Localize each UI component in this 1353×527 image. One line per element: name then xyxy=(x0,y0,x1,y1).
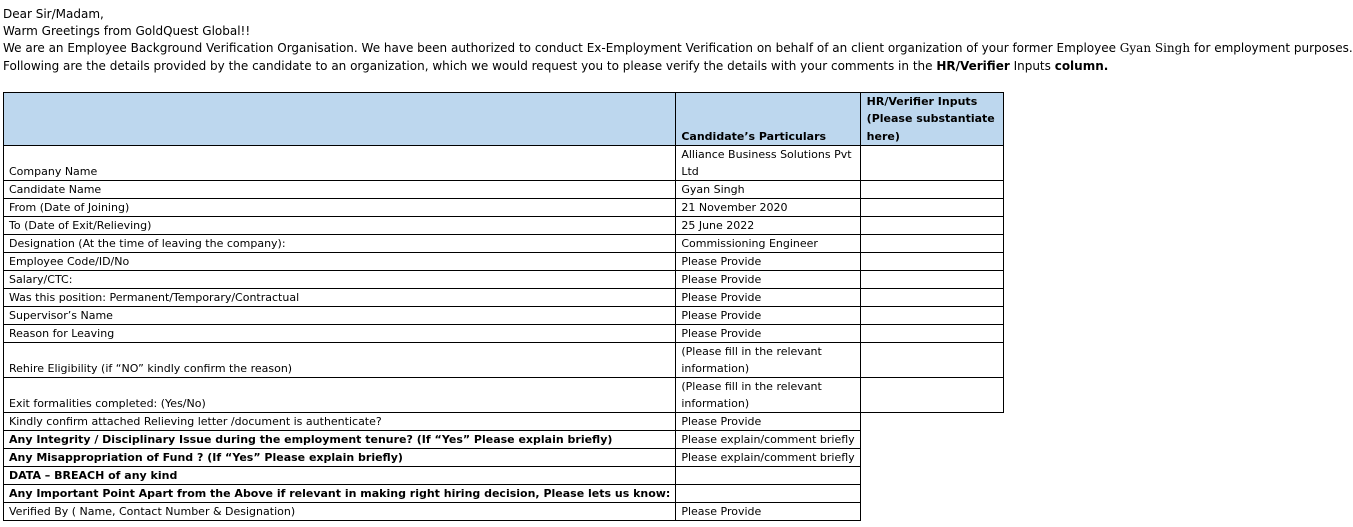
table-row xyxy=(4,431,1004,449)
header-blank xyxy=(4,93,676,146)
row-spacer xyxy=(860,503,1003,521)
row-value[interactable] xyxy=(676,485,860,503)
row-value: (Please fill in the relevant information) xyxy=(676,343,860,378)
table-row xyxy=(4,378,1004,413)
row-spacer xyxy=(860,467,1003,485)
row-value: 25 June 2022 xyxy=(676,217,860,235)
header-verifier: HR/Verifier Inputs (Please substantiate here) xyxy=(860,93,1003,146)
table-row xyxy=(4,289,1004,307)
row-spacer xyxy=(860,449,1003,467)
verifier-input-cell[interactable] xyxy=(860,289,1003,307)
employee-name: Gyan Singh xyxy=(1119,41,1191,56)
row-value: Alliance Business Solutions Pvt Ltd xyxy=(676,146,860,181)
row-label: Was this position: Permanent/Temporary/Contractual xyxy=(4,289,676,307)
row-value: Please explain/comment briefly xyxy=(676,449,860,467)
row-label: Salary/CTC: xyxy=(4,271,676,289)
verifier-input-cell[interactable] xyxy=(860,271,1003,289)
table-row xyxy=(4,217,1004,235)
row-value: Please Provide xyxy=(676,325,860,343)
verifier-input-cell[interactable] xyxy=(860,253,1003,271)
row-label: Designation (At the time of leaving the company): xyxy=(4,235,676,253)
row-label: Any Integrity / Disciplinary Issue during the employment tenure? (If “Yes” Please explain briefly) xyxy=(4,431,676,449)
verifier-input-cell[interactable] xyxy=(860,181,1003,199)
intro-text-pre: We are an Employee Background Verification Organisation. We have been authorized to conduct Ex-Employment Verification on behalf of an client organization of your former Employee xyxy=(3,41,1120,56)
intro-text-post: for employment purposes. xyxy=(1190,41,1353,56)
row-spacer xyxy=(860,413,1003,431)
row-value: Gyan Singh xyxy=(676,181,860,199)
instruction-bold-hr: HR/Verifier xyxy=(936,58,1010,73)
row-value[interactable] xyxy=(676,467,860,485)
table-row xyxy=(4,343,1004,378)
row-value: Please Provide xyxy=(676,253,860,271)
row-label: Any Important Point Apart from the Above if relevant in making right hiring decision, Please lets us know: xyxy=(4,485,676,503)
table-row xyxy=(4,235,1004,253)
intro-paragraph xyxy=(3,40,1353,57)
greeting: Warm Greetings from GoldQuest Global!! xyxy=(3,24,251,39)
row-label: Verified By ( Name, Contact Number & Designation) xyxy=(4,503,676,521)
row-label: Candidate Name xyxy=(4,181,676,199)
instruction-paragraph xyxy=(3,58,1353,75)
table-row xyxy=(4,253,1004,271)
letter-intro xyxy=(3,6,1353,75)
row-label: From (Date of Joining) xyxy=(4,199,676,217)
row-value: 21 November 2020 xyxy=(676,199,860,217)
row-label: DATA – BREACH of any kind xyxy=(4,467,676,485)
row-value: Please Provide xyxy=(676,503,860,521)
verifier-input-cell[interactable] xyxy=(860,307,1003,325)
header-particulars: Candidate’s Particulars xyxy=(676,93,860,146)
salutation: Dear Sir/Madam, xyxy=(3,7,104,21)
verification-table xyxy=(3,92,1004,521)
table-row xyxy=(4,307,1004,325)
verifier-input-cell[interactable] xyxy=(860,199,1003,217)
table-row xyxy=(4,467,1004,485)
verifier-input-cell[interactable] xyxy=(860,146,1003,181)
row-value: (Please fill in the relevant information) xyxy=(676,378,860,413)
verifier-input-cell[interactable] xyxy=(860,343,1003,378)
row-value: Please explain/comment briefly xyxy=(676,431,860,449)
row-label: Employee Code/ID/No xyxy=(4,253,676,271)
row-label: Rehire Eligibility (if “NO” kindly confirm the reason) xyxy=(4,343,676,378)
row-value: Please Provide xyxy=(676,289,860,307)
row-spacer xyxy=(860,485,1003,503)
verifier-input-cell[interactable] xyxy=(860,378,1003,413)
row-label: Any Misappropriation of Fund ? (If “Yes” Please explain briefly) xyxy=(4,449,676,467)
verifier-input-cell[interactable] xyxy=(860,217,1003,235)
instruction-text-pre: Following are the details provided by the candidate to an organization, which we would request you to please verify the details with your comments in the xyxy=(3,58,937,73)
row-label: Kindly confirm attached Relieving letter /document is authenticate? xyxy=(4,413,676,431)
table-row xyxy=(4,485,1004,503)
table-row xyxy=(4,449,1004,467)
table-row xyxy=(4,503,1004,521)
verifier-input-cell[interactable] xyxy=(860,325,1003,343)
row-label: Supervisor’s Name xyxy=(4,307,676,325)
table-header-row xyxy=(4,93,1004,146)
instruction-text-mid: Inputs xyxy=(1009,58,1055,73)
row-spacer xyxy=(860,431,1003,449)
table-row xyxy=(4,146,1004,181)
row-value: Please Provide xyxy=(676,271,860,289)
verifier-input-cell[interactable] xyxy=(860,235,1003,253)
row-label: Reason for Leaving xyxy=(4,325,676,343)
table-row xyxy=(4,325,1004,343)
row-value: Please Provide xyxy=(676,413,860,431)
row-label: To (Date of Exit/Relieving) xyxy=(4,217,676,235)
table-row xyxy=(4,199,1004,217)
instruction-bold-column: column. xyxy=(1054,58,1109,73)
row-value: Commissioning Engineer xyxy=(676,235,860,253)
table-row xyxy=(4,413,1004,431)
row-label: Exit formalities completed: (Yes/No) xyxy=(4,378,676,413)
table-row xyxy=(4,181,1004,199)
table-row xyxy=(4,271,1004,289)
row-label: Company Name xyxy=(4,146,676,181)
row-value: Please Provide xyxy=(676,307,860,325)
